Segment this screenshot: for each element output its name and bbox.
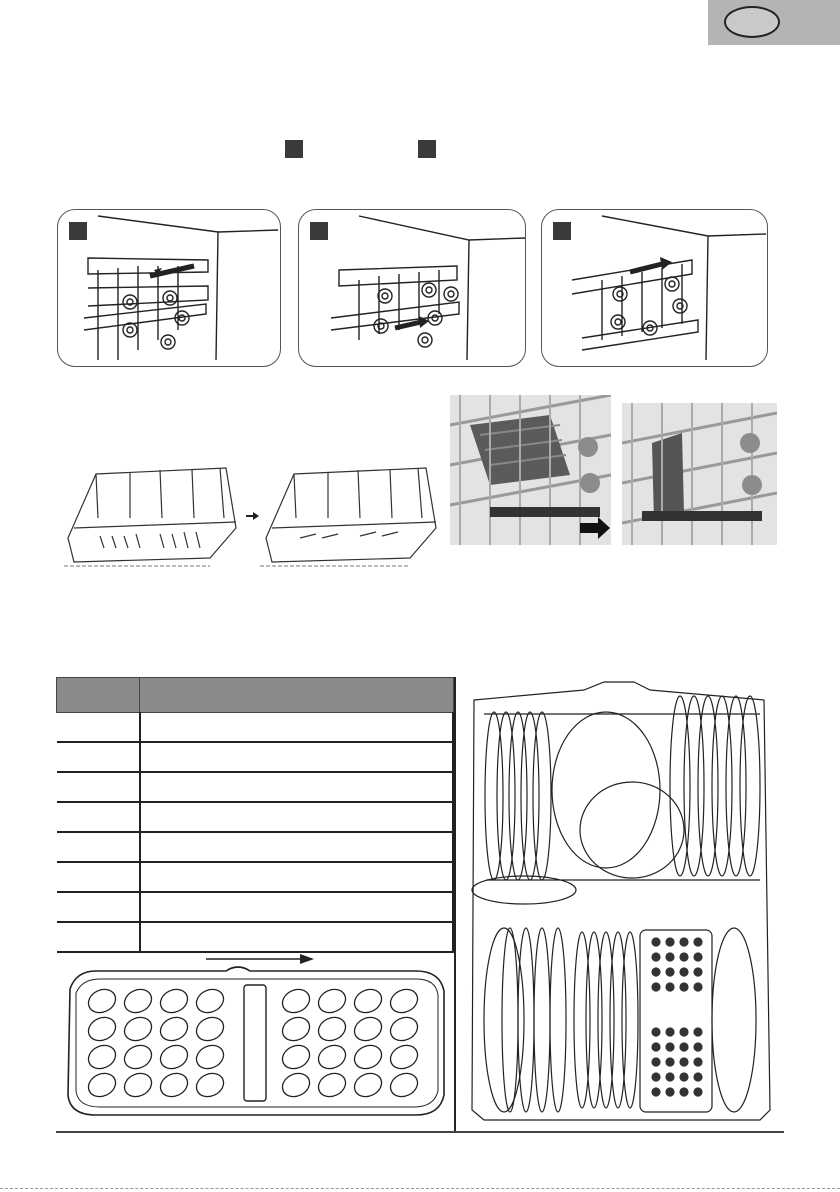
rail-diagram-panel-2	[298, 209, 526, 367]
step-marker-icon	[418, 140, 436, 158]
table-row	[57, 713, 454, 743]
section-rule	[56, 1131, 784, 1133]
table-row	[57, 802, 454, 832]
step-marker-icon	[310, 222, 328, 240]
table-cell	[140, 772, 454, 802]
cutlery-basket-illustration	[56, 945, 454, 1131]
rail-diagram-panel-3	[541, 209, 768, 367]
table-row	[57, 862, 454, 892]
cup-rack-photo-unfolded	[622, 403, 777, 545]
table-header-cell	[57, 678, 140, 713]
basket-rail-illustration	[542, 210, 768, 367]
table-row	[57, 832, 454, 862]
step-marker-icon	[553, 222, 571, 240]
loaded-lower-basket-illustration	[464, 680, 780, 1128]
table-cell	[140, 802, 454, 832]
column-divider	[454, 677, 456, 1133]
table-cell	[57, 772, 140, 802]
table-cell	[140, 892, 454, 922]
table-cell	[140, 862, 454, 892]
step-marker-icon	[69, 222, 87, 240]
basket-rail-illustration	[58, 210, 281, 367]
table-cell	[57, 832, 140, 862]
table-cell	[57, 713, 140, 743]
arrow-right-icon	[578, 516, 612, 540]
table-cell	[140, 713, 454, 743]
table-cell	[57, 742, 140, 772]
arrow-right-icon	[300, 954, 314, 964]
table-header-cell	[140, 678, 454, 713]
table-cell	[57, 862, 140, 892]
table-cell	[140, 742, 454, 772]
table-row	[57, 772, 454, 802]
loading-table	[56, 677, 454, 953]
basket-tines-illustration	[60, 458, 440, 570]
table-row	[57, 742, 454, 772]
table-cell	[57, 802, 140, 832]
language-badge	[724, 6, 780, 38]
basket-rail-illustration	[299, 210, 526, 367]
step-marker-icon	[285, 140, 303, 158]
page-cut-line	[0, 1188, 840, 1189]
rail-diagram-panel-1	[57, 209, 281, 367]
table-row	[57, 892, 454, 922]
table-cell	[57, 892, 140, 922]
table-cell	[140, 832, 454, 862]
